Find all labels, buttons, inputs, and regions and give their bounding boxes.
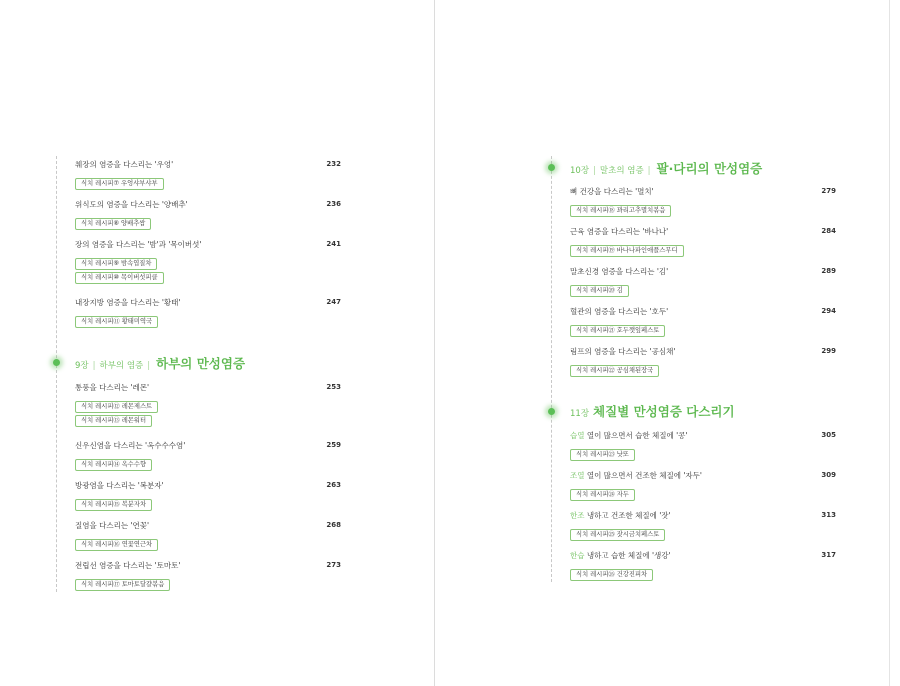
entry-title: 내장지방 염증을 다스리는 '황태' <box>75 297 181 307</box>
recipe-badge: 식치 레시피⑨ 밤속엽질차 <box>75 258 157 270</box>
recipe-badge: 식치 레시피⑪ 황태미역국 <box>75 316 158 328</box>
separator: | <box>92 361 96 371</box>
chapter-subtitle: 말초의 염증 <box>599 166 644 176</box>
chapter-marker-dot <box>548 164 555 171</box>
chapter-number: 10장 <box>570 166 590 176</box>
page-number: 236 <box>326 200 341 208</box>
toc-entry[interactable] <box>570 265 836 294</box>
recipe-badge: 식치 레시피⑧ 양배추쌈 <box>75 218 151 230</box>
recipe-badge: 식치 레시피⑦ 우엉샤부샤부 <box>75 178 164 190</box>
page-number: 263 <box>326 481 341 489</box>
entry-title: 뼈 건강을 다스리는 '멸치' <box>570 186 654 196</box>
page-number: 284 <box>821 227 836 235</box>
chapter-title: 하부의 만성염증 <box>156 356 246 371</box>
separator: | <box>147 361 151 371</box>
page-number: 241 <box>326 240 341 248</box>
toc-entry[interactable] <box>570 509 836 538</box>
toc-entry[interactable] <box>75 519 341 548</box>
recipe-badge: 식치 레시피⑩ 목이버섯피클 <box>75 272 164 284</box>
page-number: 273 <box>326 561 341 569</box>
chapter-heading[interactable] <box>75 354 245 372</box>
toc-entry[interactable] <box>570 225 836 254</box>
entry-title: 신우신염을 다스리는 '옥수수수염' <box>75 440 186 450</box>
page-number: 279 <box>821 187 836 195</box>
entry-title: 말초신경 염증을 다스리는 '김' <box>570 266 669 276</box>
entry-title: 근육 염증을 다스리는 '바나나' <box>570 226 669 236</box>
page-number: 259 <box>326 441 341 449</box>
recipe-badge: 식치 레시피⑳ 김 <box>570 285 629 297</box>
chapter-title: 팔·다리의 만성염증 <box>656 161 763 176</box>
chapter-number: 11장 <box>570 409 590 419</box>
entry-title: 혈관의 염증을 다스리는 '호두' <box>570 306 669 316</box>
recipe-badge: 식치 레시피㉖ 건강진피차 <box>570 569 653 581</box>
recipe-badge: 식치 레시피㉑ 호두깻잎페스토 <box>570 325 665 337</box>
toc-entry[interactable] <box>75 479 341 508</box>
toc-entry[interactable] <box>570 549 836 578</box>
recipe-badge: 식치 레시피⑫ 레몬제스트 <box>75 401 158 413</box>
chapter-heading[interactable] <box>570 402 735 420</box>
page-number: 268 <box>326 521 341 529</box>
recipe-badge: 식치 레시피⑬ 레몬워터 <box>75 415 152 427</box>
page-number: 294 <box>821 307 836 315</box>
page-number: 247 <box>326 298 341 306</box>
page-divider <box>434 0 435 686</box>
chapter-title: 체질별 만성염증 다스리기 <box>593 404 735 419</box>
recipe-badge: 식치 레시피⑰ 토마토달걀볶음 <box>75 579 170 591</box>
chapter-number: 9장 <box>75 361 89 371</box>
toc-entry[interactable] <box>75 198 341 227</box>
toc-entry[interactable] <box>75 296 341 325</box>
page-edge <box>889 0 890 686</box>
recipe-badge: 식치 레시피⑮ 복분자차 <box>75 499 152 511</box>
entry-title: 장의 염증을 다스리는 '밤'과 '목이버섯' <box>75 239 202 249</box>
page-number: 299 <box>821 347 836 355</box>
toc-entry[interactable] <box>570 185 836 214</box>
toc-entry[interactable] <box>570 469 836 498</box>
toc-entry[interactable] <box>75 559 341 588</box>
entry-title: 질염을 다스리는 '연꽃' <box>75 520 150 530</box>
toc-entry[interactable] <box>570 345 836 374</box>
chapter-marker-dot <box>548 408 555 415</box>
recipe-badge: 식치 레시피㉒ 공심채된장국 <box>570 365 659 377</box>
chapter-subtitle: 하부의 염증 <box>99 361 144 371</box>
recipe-badge: 식치 레시피㉓ 낫또 <box>570 449 635 461</box>
page-number: 309 <box>821 471 836 479</box>
constitution-label: 조열 <box>570 470 585 480</box>
page-number: 313 <box>821 511 836 519</box>
separator: | <box>593 166 596 176</box>
toc-entry[interactable] <box>75 439 341 468</box>
page-number: 305 <box>821 431 836 439</box>
recipe-badge: 식치 레시피⑱ 꽈리고추멸치볶음 <box>570 205 671 217</box>
recipe-badge: 식치 레시피⑯ 연꽃연근차 <box>75 539 158 551</box>
chapter-marker-dot <box>53 359 60 366</box>
chapter-heading[interactable] <box>570 159 762 177</box>
constitution-label: 한습 <box>570 550 585 560</box>
entry-title: 췌장의 염증을 다스리는 '우엉' <box>75 159 174 169</box>
entry-title: 위식도의 염증을 다스리는 '양배추' <box>75 199 188 209</box>
entry-title: 전립선 염증을 다스리는 '토마토' <box>75 560 181 570</box>
entry-title: 림프의 염증을 다스리는 '공심채' <box>570 346 676 356</box>
page-number: 232 <box>326 160 341 168</box>
entry-title: 냉하고 습한 체질에 '생강' <box>584 550 671 560</box>
entry-title: 열이 많으면서 습한 체질에 '콩' <box>584 430 688 440</box>
entry-title: 열이 많으면서 건조한 체질에 '자두' <box>584 470 702 480</box>
page-number: 289 <box>821 267 836 275</box>
toc-left-column <box>56 156 357 592</box>
toc-entry[interactable] <box>570 429 836 458</box>
separator: | <box>647 166 651 176</box>
toc-entry[interactable] <box>75 158 341 187</box>
recipe-badge: 식치 레시피⑭ 옥수수향 <box>75 459 152 471</box>
toc-entry[interactable] <box>75 381 341 424</box>
entry-title: 통풍을 다스리는 '레몬' <box>75 382 150 392</box>
page-number: 253 <box>326 383 341 391</box>
toc-right-column <box>551 156 852 582</box>
entry-title: 방광염을 다스리는 '복분자' <box>75 480 164 490</box>
constitution-label: 습열 <box>570 430 585 440</box>
toc-entry[interactable] <box>75 238 341 281</box>
page-number: 317 <box>821 551 836 559</box>
entry-title: 냉하고 건조한 체질에 '잣' <box>584 510 671 520</box>
constitution-label: 한조 <box>570 510 585 520</box>
recipe-badge: 식치 레시피㉔ 자두 <box>570 489 635 501</box>
recipe-badge: 식치 레시피㉕ 잣시금치페스토 <box>570 529 665 541</box>
toc-entry[interactable] <box>570 305 836 334</box>
recipe-badge: 식치 레시피⑲ 바나나파인애플스무디 <box>570 245 684 257</box>
